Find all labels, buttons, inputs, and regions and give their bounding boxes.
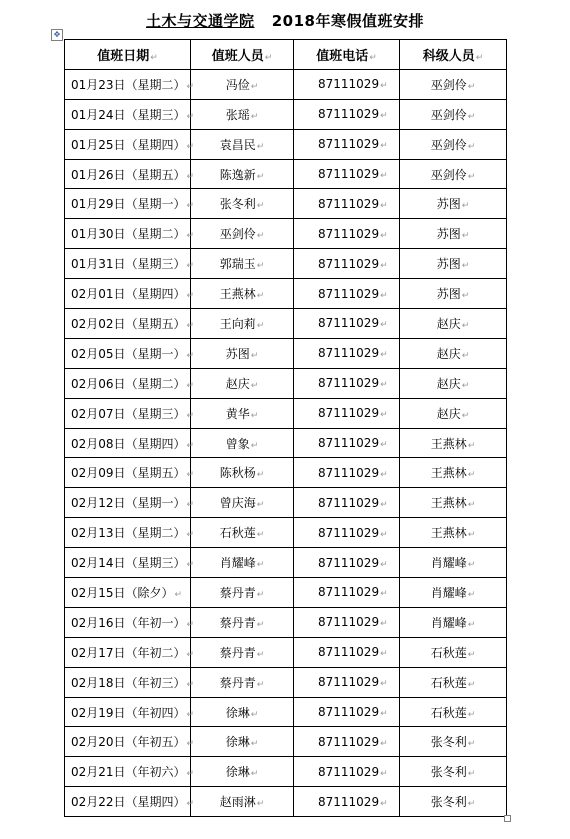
duty-date-cell[interactable]: 02月02日（星期五）↵: [65, 309, 191, 339]
end-of-cell-mark-icon: ↵: [250, 380, 259, 391]
document-title: [0, 10, 570, 31]
duty-person-cell[interactable]: 曾象↵: [191, 428, 294, 458]
duty-phone-cell[interactable]: 87111029↵: [294, 488, 400, 518]
table-row: [65, 578, 507, 608]
end-of-cell-mark-icon: ↵: [380, 260, 388, 271]
table-row: [65, 99, 507, 129]
header-phone: 值班电话↵: [294, 40, 400, 70]
end-of-cell-mark-icon: ↵: [467, 560, 476, 571]
duty-date-cell[interactable]: 01月23日（星期二）↵: [65, 69, 191, 99]
duty-phone-cell[interactable]: 87111029↵: [294, 368, 400, 398]
end-of-cell-mark-icon: ↵: [186, 171, 195, 182]
duty-person-cell[interactable]: 王燕林↵: [191, 279, 294, 309]
end-of-cell-mark-icon: ↵: [461, 380, 470, 391]
end-of-cell-mark-icon: ↵: [186, 560, 195, 571]
duty-date-cell[interactable]: 01月26日（星期五）↵: [65, 159, 191, 189]
end-of-cell-mark-icon: ↵: [461, 261, 470, 272]
end-of-cell-mark-icon: ↵: [461, 350, 470, 361]
duty-person-cell[interactable]: 袁昌民↵: [191, 129, 294, 159]
duty-phone-cell[interactable]: 87111029↵: [294, 189, 400, 219]
table-row: [65, 189, 507, 219]
table-row: [65, 249, 507, 279]
duty-phone-cell[interactable]: 87111029↵: [294, 458, 400, 488]
duty-phone-cell[interactable]: 87111029↵: [294, 249, 400, 279]
end-of-cell-mark-icon: ↵: [467, 619, 476, 630]
duty-person-cell[interactable]: 徐琳↵: [191, 727, 294, 757]
end-of-cell-mark-icon: ↵: [186, 619, 195, 630]
chief-person-cell[interactable]: 王燕林↵: [400, 458, 507, 488]
end-of-cell-mark-icon: ↵: [256, 799, 265, 810]
end-of-cell-mark-icon: ↵: [461, 410, 470, 421]
duty-phone-cell[interactable]: 87111029↵: [294, 338, 400, 368]
chief-person-cell[interactable]: 苏图↵: [400, 189, 507, 219]
end-of-cell-mark-icon: ↵: [250, 709, 259, 720]
duty-person-cell[interactable]: 黄华↵: [191, 398, 294, 428]
duty-date-cell[interactable]: 02月20日（年初五）↵: [65, 727, 191, 757]
end-of-cell-mark-icon: ↵: [380, 440, 388, 451]
duty-date-cell[interactable]: 02月19日（年初四）↵: [65, 697, 191, 727]
end-of-cell-mark-icon: ↵: [461, 291, 470, 302]
chief-person-cell[interactable]: 张冬利↵: [400, 757, 507, 787]
duty-phone-cell[interactable]: 87111029↵: [294, 279, 400, 309]
end-of-cell-mark-icon: ↵: [380, 679, 388, 690]
table-row: [65, 458, 507, 488]
duty-date-cell[interactable]: 02月07日（星期三）↵: [65, 398, 191, 428]
end-of-cell-mark-icon: ↵: [250, 410, 259, 421]
end-of-cell-mark-icon: ↵: [186, 530, 195, 541]
table-row: [65, 159, 507, 189]
chief-person-cell[interactable]: 巫剑伶↵: [400, 69, 507, 99]
end-of-cell-mark-icon: ↵: [256, 470, 265, 481]
duty-date-cell[interactable]: 01月25日（星期四）↵: [65, 129, 191, 159]
end-of-cell-mark-icon: ↵: [256, 261, 265, 272]
end-of-cell-mark-icon: ↵: [256, 560, 265, 571]
end-of-cell-mark-icon: ↵: [256, 500, 265, 511]
end-of-cell-mark-icon: ↵: [264, 52, 273, 63]
chief-person-cell[interactable]: 张冬利↵: [400, 787, 507, 817]
table-row: [65, 368, 507, 398]
duty-person-cell[interactable]: 石秋莲↵: [191, 518, 294, 548]
duty-date-cell[interactable]: 02月15日（除夕）↵: [65, 578, 191, 608]
end-of-cell-mark-icon: ↵: [467, 530, 476, 541]
end-of-cell-mark-icon: ↵: [380, 141, 388, 152]
end-of-cell-mark-icon: ↵: [475, 52, 484, 63]
end-of-cell-mark-icon: ↵: [467, 111, 476, 122]
duty-phone-cell[interactable]: 87111029↵: [294, 757, 400, 787]
end-of-cell-mark-icon: ↵: [467, 679, 476, 690]
end-of-cell-mark-icon: ↵: [256, 141, 265, 152]
duty-phone-cell[interactable]: 87111029↵: [294, 607, 400, 637]
duty-person-cell[interactable]: 王向莉↵: [191, 309, 294, 339]
duty-date-cell[interactable]: 02月01日（星期四）↵: [65, 279, 191, 309]
end-of-cell-mark-icon: ↵: [186, 201, 195, 212]
table-row: [65, 69, 507, 99]
table-row: [65, 697, 507, 727]
chief-person-cell[interactable]: 苏图↵: [400, 279, 507, 309]
chief-person-cell[interactable]: 赵庆↵: [400, 309, 507, 339]
duty-person-cell[interactable]: 赵雨淋↵: [191, 787, 294, 817]
duty-phone-cell[interactable]: 87111029↵: [294, 667, 400, 697]
table-header-row: [65, 40, 507, 70]
chief-person-cell[interactable]: 赵庆↵: [400, 368, 507, 398]
end-of-cell-mark-icon: ↵: [250, 769, 259, 780]
end-of-cell-mark-icon: ↵: [186, 649, 195, 660]
end-of-cell-mark-icon: ↵: [380, 559, 388, 570]
end-of-cell-mark-icon: ↵: [250, 111, 259, 122]
chief-person-cell[interactable]: 赵庆↵: [400, 338, 507, 368]
end-of-cell-mark-icon: ↵: [186, 111, 195, 122]
end-of-cell-mark-icon: ↵: [256, 320, 265, 331]
table-row: [65, 338, 507, 368]
duty-date-cell[interactable]: 02月12日（星期一）↵: [65, 488, 191, 518]
end-of-cell-mark-icon: ↵: [186, 350, 195, 361]
duty-phone-cell[interactable]: 87111029↵: [294, 69, 400, 99]
duty-person-cell[interactable]: 巫剑伶↵: [191, 219, 294, 249]
end-of-cell-mark-icon: ↵: [467, 171, 476, 182]
table-row: [65, 309, 507, 339]
duty-date-cell[interactable]: 01月30日（星期二）↵: [65, 219, 191, 249]
chief-person-cell[interactable]: 肖耀峰↵: [400, 607, 507, 637]
duty-date-cell[interactable]: 02月21日（年初六）↵: [65, 757, 191, 787]
table-row: [65, 129, 507, 159]
duty-phone-cell[interactable]: 87111029↵: [294, 309, 400, 339]
end-of-cell-mark-icon: ↵: [380, 320, 388, 331]
duty-person-cell[interactable]: 蔡丹青↵: [191, 667, 294, 697]
end-of-cell-mark-icon: ↵: [256, 530, 265, 541]
table-row: [65, 518, 507, 548]
end-of-cell-mark-icon: ↵: [461, 231, 470, 242]
end-of-cell-mark-icon: ↵: [467, 739, 476, 750]
duty-phone-cell[interactable]: 87111029↵: [294, 398, 400, 428]
chief-person-cell[interactable]: 石秋莲↵: [400, 637, 507, 667]
end-of-cell-mark-icon: ↵: [186, 141, 195, 152]
end-of-cell-mark-icon: ↵: [186, 380, 195, 391]
table-row: [65, 637, 507, 667]
duty-schedule-table: [64, 39, 507, 817]
chief-person-cell[interactable]: 石秋莲↵: [400, 667, 507, 697]
duty-date-cell[interactable]: 02月17日（年初二）↵: [65, 637, 191, 667]
end-of-cell-mark-icon: ↵: [186, 261, 195, 272]
table-row: [65, 607, 507, 637]
chief-person-cell[interactable]: 赵庆↵: [400, 398, 507, 428]
end-of-cell-mark-icon: ↵: [250, 81, 259, 92]
duty-phone-cell[interactable]: 87111029↵: [294, 159, 400, 189]
end-of-cell-mark-icon: ↵: [256, 171, 265, 182]
duty-date-cell[interactable]: 01月29日（星期一）↵: [65, 189, 191, 219]
end-of-cell-mark-icon: ↵: [256, 619, 265, 630]
end-of-cell-mark-icon: ↵: [467, 500, 476, 511]
duty-phone-cell[interactable]: 87111029↵: [294, 548, 400, 578]
end-of-cell-mark-icon: ↵: [380, 529, 388, 540]
chief-person-cell[interactable]: 巫剑伶↵: [400, 129, 507, 159]
end-of-cell-mark-icon: ↵: [186, 470, 195, 481]
end-of-cell-mark-icon: ↵: [461, 201, 470, 212]
end-of-cell-mark-icon: ↵: [186, 320, 195, 331]
duty-person-cell[interactable]: 徐琳↵: [191, 697, 294, 727]
duty-phone-cell[interactable]: 87111029↵: [294, 727, 400, 757]
duty-person-cell[interactable]: 陈秋杨↵: [191, 458, 294, 488]
end-of-cell-mark-icon: ↵: [467, 709, 476, 720]
end-of-cell-mark-icon: ↵: [380, 709, 388, 720]
end-of-cell-mark-icon: ↵: [250, 350, 259, 361]
duty-person-cell[interactable]: 陈逸新↵: [191, 159, 294, 189]
end-of-cell-mark-icon: ↵: [467, 81, 476, 92]
chief-person-cell[interactable]: 王燕林↵: [400, 518, 507, 548]
table-row: [65, 548, 507, 578]
end-of-cell-mark-icon: ↵: [467, 769, 476, 780]
end-of-cell-mark-icon: ↵: [256, 231, 265, 242]
end-of-cell-mark-icon: ↵: [380, 350, 388, 361]
table-row: [65, 667, 507, 697]
end-of-cell-mark-icon: ↵: [186, 231, 195, 242]
end-of-cell-mark-icon: ↵: [256, 291, 265, 302]
end-of-cell-mark-icon: ↵: [150, 52, 158, 63]
end-of-cell-mark-icon: ↵: [186, 799, 195, 810]
end-of-cell-mark-icon: ↵: [186, 500, 195, 511]
table-row: [65, 428, 507, 458]
duty-date-cell[interactable]: 02月14日（星期三）↵: [65, 548, 191, 578]
chief-person-cell[interactable]: 王燕林↵: [400, 488, 507, 518]
end-of-cell-mark-icon: ↵: [380, 649, 388, 660]
table-row: [65, 787, 507, 817]
chief-person-cell[interactable]: 苏图↵: [400, 249, 507, 279]
table-row: [65, 488, 507, 518]
end-of-cell-mark-icon: ↵: [380, 380, 388, 391]
duty-date-cell[interactable]: 02月09日（星期五）↵: [65, 458, 191, 488]
end-of-cell-mark-icon: ↵: [256, 589, 265, 600]
header-person: 值班人员↵: [191, 40, 294, 70]
end-of-cell-mark-icon: ↵: [186, 679, 195, 690]
chief-person-cell[interactable]: 王燕林↵: [400, 428, 507, 458]
duty-date-cell[interactable]: 02月05日（星期一）↵: [65, 338, 191, 368]
end-of-cell-mark-icon: ↵: [461, 320, 470, 331]
duty-date-cell[interactable]: 01月24日（星期三）↵: [65, 99, 191, 129]
end-of-cell-mark-icon: ↵: [186, 739, 195, 750]
duty-phone-cell[interactable]: 87111029↵: [294, 578, 400, 608]
header-chief: 科级人员↵: [400, 40, 507, 70]
duty-phone-cell[interactable]: 87111029↵: [294, 219, 400, 249]
table-row: [65, 219, 507, 249]
duty-person-cell[interactable]: 蔡丹青↵: [191, 607, 294, 637]
end-of-cell-mark-icon: ↵: [380, 200, 388, 211]
duty-date-cell[interactable]: 02月16日（年初一）↵: [65, 607, 191, 637]
duty-person-cell[interactable]: 赵庆↵: [191, 368, 294, 398]
end-of-cell-mark-icon: ↵: [369, 52, 377, 63]
end-of-cell-mark-icon: ↵: [467, 470, 476, 481]
duty-person-cell[interactable]: 肖耀峰↵: [191, 548, 294, 578]
duty-date-cell[interactable]: 02月06日（星期二）↵: [65, 368, 191, 398]
duty-phone-cell[interactable]: 87111029↵: [294, 129, 400, 159]
end-of-cell-mark-icon: ↵: [380, 768, 388, 779]
end-of-cell-mark-icon: ↵: [256, 679, 265, 690]
end-of-cell-mark-icon: ↵: [174, 589, 183, 600]
header-date: 值班日期↵: [65, 40, 191, 70]
duty-person-cell[interactable]: 郭瑞玉↵: [191, 249, 294, 279]
title-department: 土木与交通学院: [146, 12, 255, 30]
table-resize-handle[interactable]: [504, 815, 511, 822]
end-of-cell-mark-icon: ↵: [380, 111, 388, 122]
end-of-cell-mark-icon: ↵: [467, 589, 476, 600]
duty-date-cell[interactable]: 02月22日（星期四）↵: [65, 787, 191, 817]
end-of-cell-mark-icon: ↵: [467, 799, 476, 810]
end-of-cell-mark-icon: ↵: [186, 410, 195, 421]
end-of-cell-mark-icon: ↵: [467, 649, 476, 660]
duty-date-cell[interactable]: 02月08日（星期四）↵: [65, 428, 191, 458]
end-of-cell-mark-icon: ↵: [467, 141, 476, 152]
end-of-cell-mark-icon: ↵: [380, 589, 388, 600]
duty-phone-cell[interactable]: 87111029↵: [294, 518, 400, 548]
end-of-cell-mark-icon: ↵: [380, 290, 388, 301]
table-row: [65, 727, 507, 757]
end-of-cell-mark-icon: ↵: [256, 201, 265, 212]
duty-phone-cell[interactable]: 87111029↵: [294, 99, 400, 129]
duty-person-cell[interactable]: 徐琳↵: [191, 757, 294, 787]
chief-person-cell[interactable]: 石秋莲↵: [400, 697, 507, 727]
end-of-cell-mark-icon: ↵: [380, 619, 388, 630]
duty-person-cell[interactable]: 蔡丹青↵: [191, 637, 294, 667]
end-of-cell-mark-icon: ↵: [380, 738, 388, 749]
chief-person-cell[interactable]: 肖耀峰↵: [400, 578, 507, 608]
end-of-cell-mark-icon: ↵: [380, 230, 388, 241]
end-of-cell-mark-icon: ↵: [250, 440, 259, 451]
duty-date-cell[interactable]: 02月18日（年初三）↵: [65, 667, 191, 697]
chief-person-cell[interactable]: 苏图↵: [400, 219, 507, 249]
duty-person-cell[interactable]: 苏图↵: [191, 338, 294, 368]
duty-person-cell[interactable]: 曾庆海↵: [191, 488, 294, 518]
chief-person-cell[interactable]: 巫剑伶↵: [400, 159, 507, 189]
duty-person-cell[interactable]: 张冬利↵: [191, 189, 294, 219]
duty-date-cell[interactable]: 02月13日（星期二）↵: [65, 518, 191, 548]
end-of-cell-mark-icon: ↵: [186, 709, 195, 720]
end-of-cell-mark-icon: ↵: [380, 81, 388, 92]
end-of-cell-mark-icon: ↵: [186, 291, 195, 302]
table-row: [65, 398, 507, 428]
end-of-cell-mark-icon: ↵: [380, 499, 388, 510]
duty-person-cell[interactable]: 蔡丹青↵: [191, 578, 294, 608]
end-of-cell-mark-icon: ↵: [186, 769, 195, 780]
end-of-cell-mark-icon: ↵: [380, 469, 388, 480]
duty-phone-cell[interactable]: 87111029↵: [294, 787, 400, 817]
title-schedule: 2018年寒假值班安排: [271, 12, 424, 30]
end-of-cell-mark-icon: ↵: [186, 81, 195, 92]
table-move-icon[interactable]: ✥: [51, 29, 63, 41]
end-of-cell-mark-icon: ↵: [186, 440, 195, 451]
chief-person-cell[interactable]: 张冬利↵: [400, 727, 507, 757]
chief-person-cell[interactable]: 肖耀峰↵: [400, 548, 507, 578]
end-of-cell-mark-icon: ↵: [467, 440, 476, 451]
table-row: [65, 279, 507, 309]
duty-person-cell[interactable]: 张瑶↵: [191, 99, 294, 129]
duty-phone-cell[interactable]: 87111029↵: [294, 428, 400, 458]
end-of-cell-mark-icon: ↵: [380, 171, 388, 181]
end-of-cell-mark-icon: ↵: [256, 649, 265, 660]
duty-phone-cell[interactable]: 87111029↵: [294, 637, 400, 667]
duty-person-cell[interactable]: 冯俭↵: [191, 69, 294, 99]
duty-date-cell[interactable]: 01月31日（星期三）↵: [65, 249, 191, 279]
table-row: [65, 757, 507, 787]
end-of-cell-mark-icon: ↵: [380, 410, 388, 421]
end-of-cell-mark-icon: ↵: [380, 798, 388, 809]
duty-phone-cell[interactable]: 87111029↵: [294, 697, 400, 727]
end-of-cell-mark-icon: ↵: [250, 739, 259, 750]
chief-person-cell[interactable]: 巫剑伶↵: [400, 99, 507, 129]
